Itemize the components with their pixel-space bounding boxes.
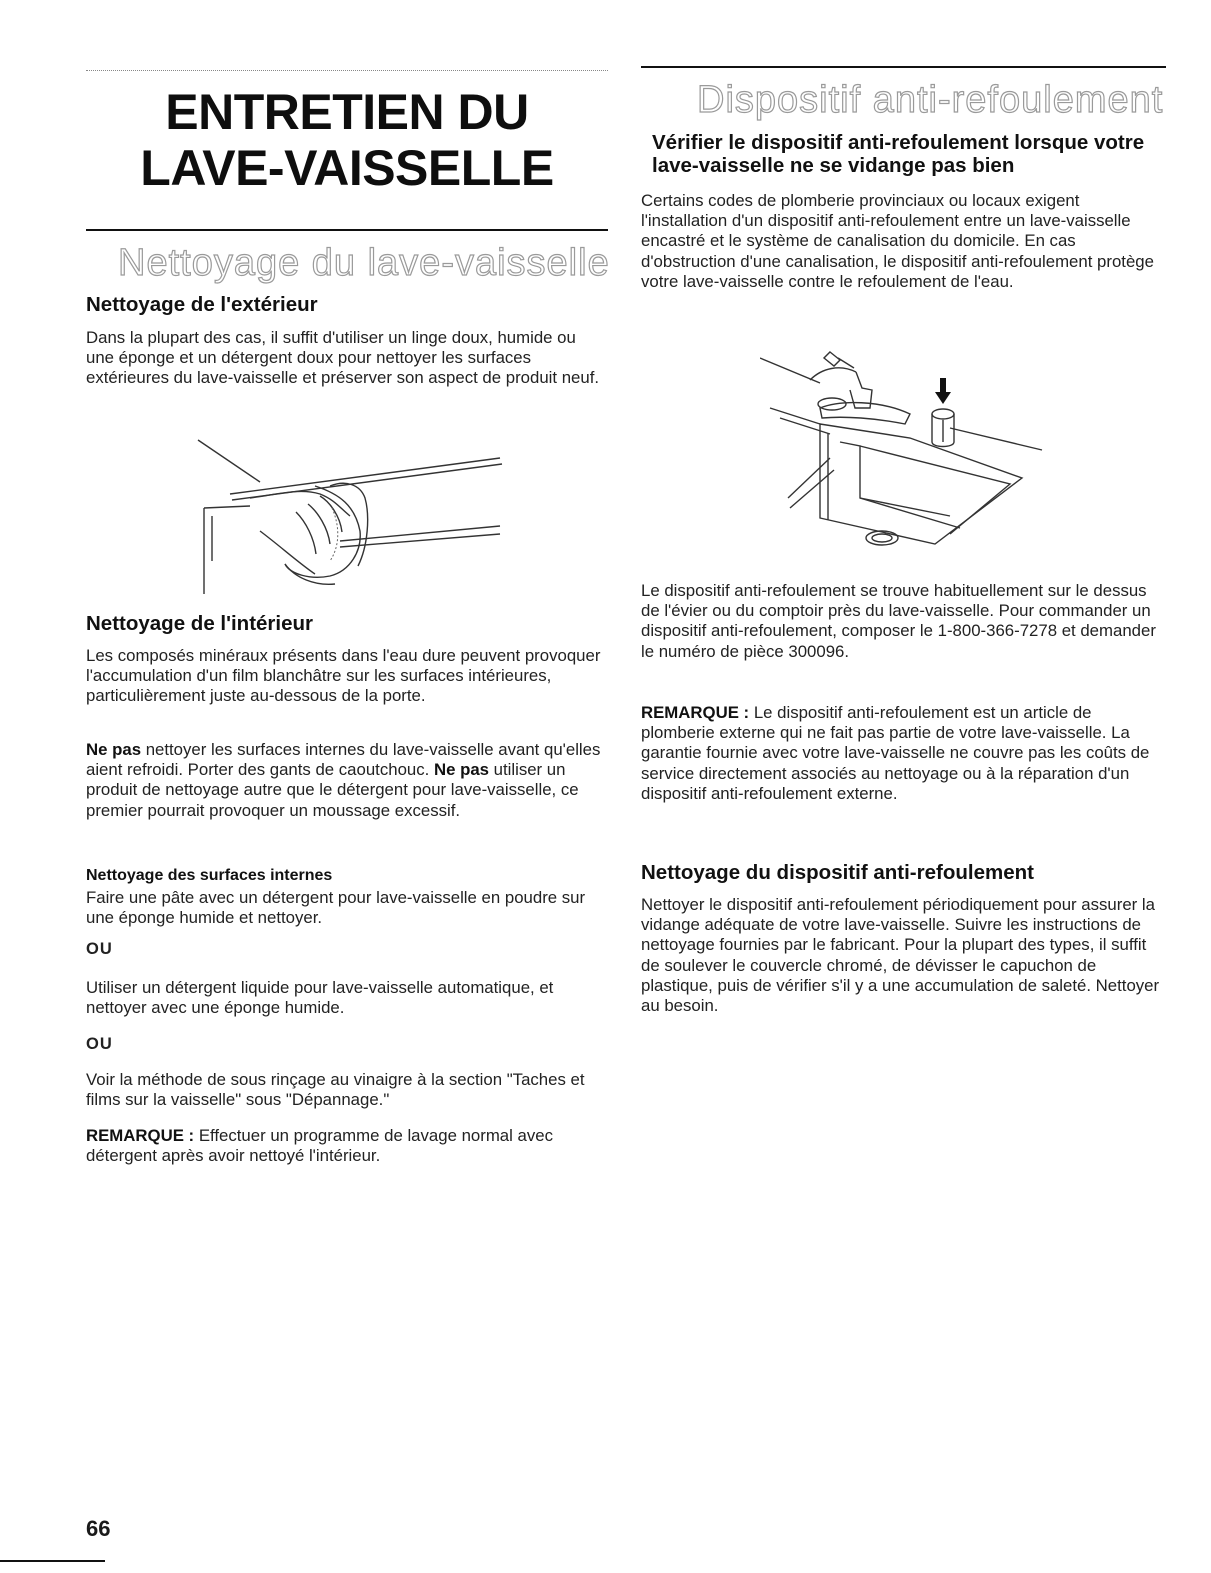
warning-bold-2: Ne pas — [433, 760, 489, 780]
top-dotted-rule — [86, 70, 608, 71]
left-section-rule — [86, 229, 608, 231]
option-1-text: Faire une pâte avec un détergent pour lave-vaisselle en poudre sur une éponge humide et nettoyer. — [86, 888, 586, 928]
heading-cleaning-air-gap: Nettoyage du dispositif anti-refoulement — [641, 861, 1034, 884]
heading-exterior: Nettoyage de l'extérieur — [86, 293, 318, 316]
cleaning-air-gap-text: Nettoyer le dispositif anti-refoulement périodiquement pour assurer la vidange adéquate de votre lave-vaisselle. Suivre les instructions de nettoyage fournies par le fabricant. Pour la plupart des types, il suffit de soulever le couvercle chromé, de dévisser le capuchon de plastique, puis de vérifier s'il y a une accumulation de saleté. Nettoyer au besoin. — [641, 895, 1160, 1016]
heading-check-air-gap: Vérifier le dispositif anti-refoulement lorsque votre lave-vaisselle ne se vidange pas bien — [652, 131, 1145, 177]
air-gap-note-label: REMARQUE : — [641, 703, 750, 722]
option-2-text: Utiliser un détergent liquide pour lave-vaisselle automatique, et nettoyer avec une éponge humide. — [86, 978, 554, 1018]
interior-note — [86, 1126, 608, 1166]
interior-text: Les composés minéraux présents dans l'eau dure peuvent provoquer l'accumulation d'un film blanchâtre sur les surfaces intérieures, particulièrement juste au-dessous de la porte. — [86, 646, 601, 706]
section-title-cleaning: Nettoyage du lave-vaisselle — [118, 242, 610, 284]
interior-note-label: REMARQUE : — [86, 1126, 195, 1145]
sink-air-gap-illustration — [760, 338, 1050, 553]
location-text: Le dispositif anti-refoulement se trouve habituellement sur le dessus de l'évier ou du comptoir près du lave-vaisselle. Pour commander un dispositif anti-refoulement, composer le 1-800-366-7278 et demander le numéro de pièce 300096. — [641, 581, 1156, 661]
exterior-text: Dans la plupart des cas, il suffit d'utiliser un linge doux, humide ou une éponge et un détergent doux pour nettoyer les surfaces extérieures du lave-vaisselle et préserver son aspect de produit neuf. — [86, 328, 600, 388]
warning-text-1: nettoyer les surfaces internes du lave-vaisselle avant qu'elles aient refroidi. Porter des gants de caoutchouc. — [86, 740, 601, 780]
air-gap-note-text: Le dispositif anti-refoulement est un article de plomberie externe qui ne fait pas partie de votre lave-vaisselle. La garantie fournie avec votre lave-vaisselle ne couvre pas les coûts de service directement associés au nettoyage ou à la réparation d'un dispositif anti-refoulement externe. — [641, 703, 1150, 803]
page-title — [86, 84, 608, 196]
interior-note-text: Effectuer un programme de lavage normal avec détergent après avoir nettoyé l'intérieur. — [86, 1126, 553, 1166]
subheading-internal-surfaces: Nettoyage des surfaces internes — [86, 867, 333, 884]
check-air-gap-text: Certains codes de plomberie provinciaux ou locaux exigent l'installation d'un dispositif anti-refoulement entre un lave-vaisselle encastré et le système de canalisation du domicile. En cas d'obstruction d'une canalisation, le dispositif anti-refoulement protège votre lave-vaisselle contre le refoulement de l'eau. — [641, 191, 1154, 291]
warning-text-2: utiliser un produit de nettoyage autre que le détergent pour lave-vaisselle, ce premier pourrait provoquer un moussage excessif. — [86, 760, 579, 820]
bottom-left-rule — [0, 1560, 105, 1562]
air-gap-note — [641, 703, 1166, 804]
hand-wiping-illustration — [190, 436, 520, 601]
option-3-text: Voir la méthode de sous rinçage au vinaigre à la section "Taches et films sur la vaisselle" sous "Dépannage." — [86, 1070, 585, 1110]
page-title-line1: ENTRETIEN DU — [165, 84, 529, 140]
page-number: 66 — [86, 1516, 111, 1541]
page-title-line2: LAVE-VAISSELLE — [140, 140, 554, 196]
or-label-1: OU — [86, 940, 113, 958]
section-title-air-gap: Dispositif anti-refoulement — [697, 79, 1164, 121]
or-label-2: OU — [86, 1035, 113, 1053]
heading-interior: Nettoyage de l'intérieur — [86, 612, 314, 635]
interior-warning — [86, 740, 608, 821]
right-section-rule — [641, 66, 1166, 68]
warning-bold-1: Ne pas — [86, 740, 142, 759]
